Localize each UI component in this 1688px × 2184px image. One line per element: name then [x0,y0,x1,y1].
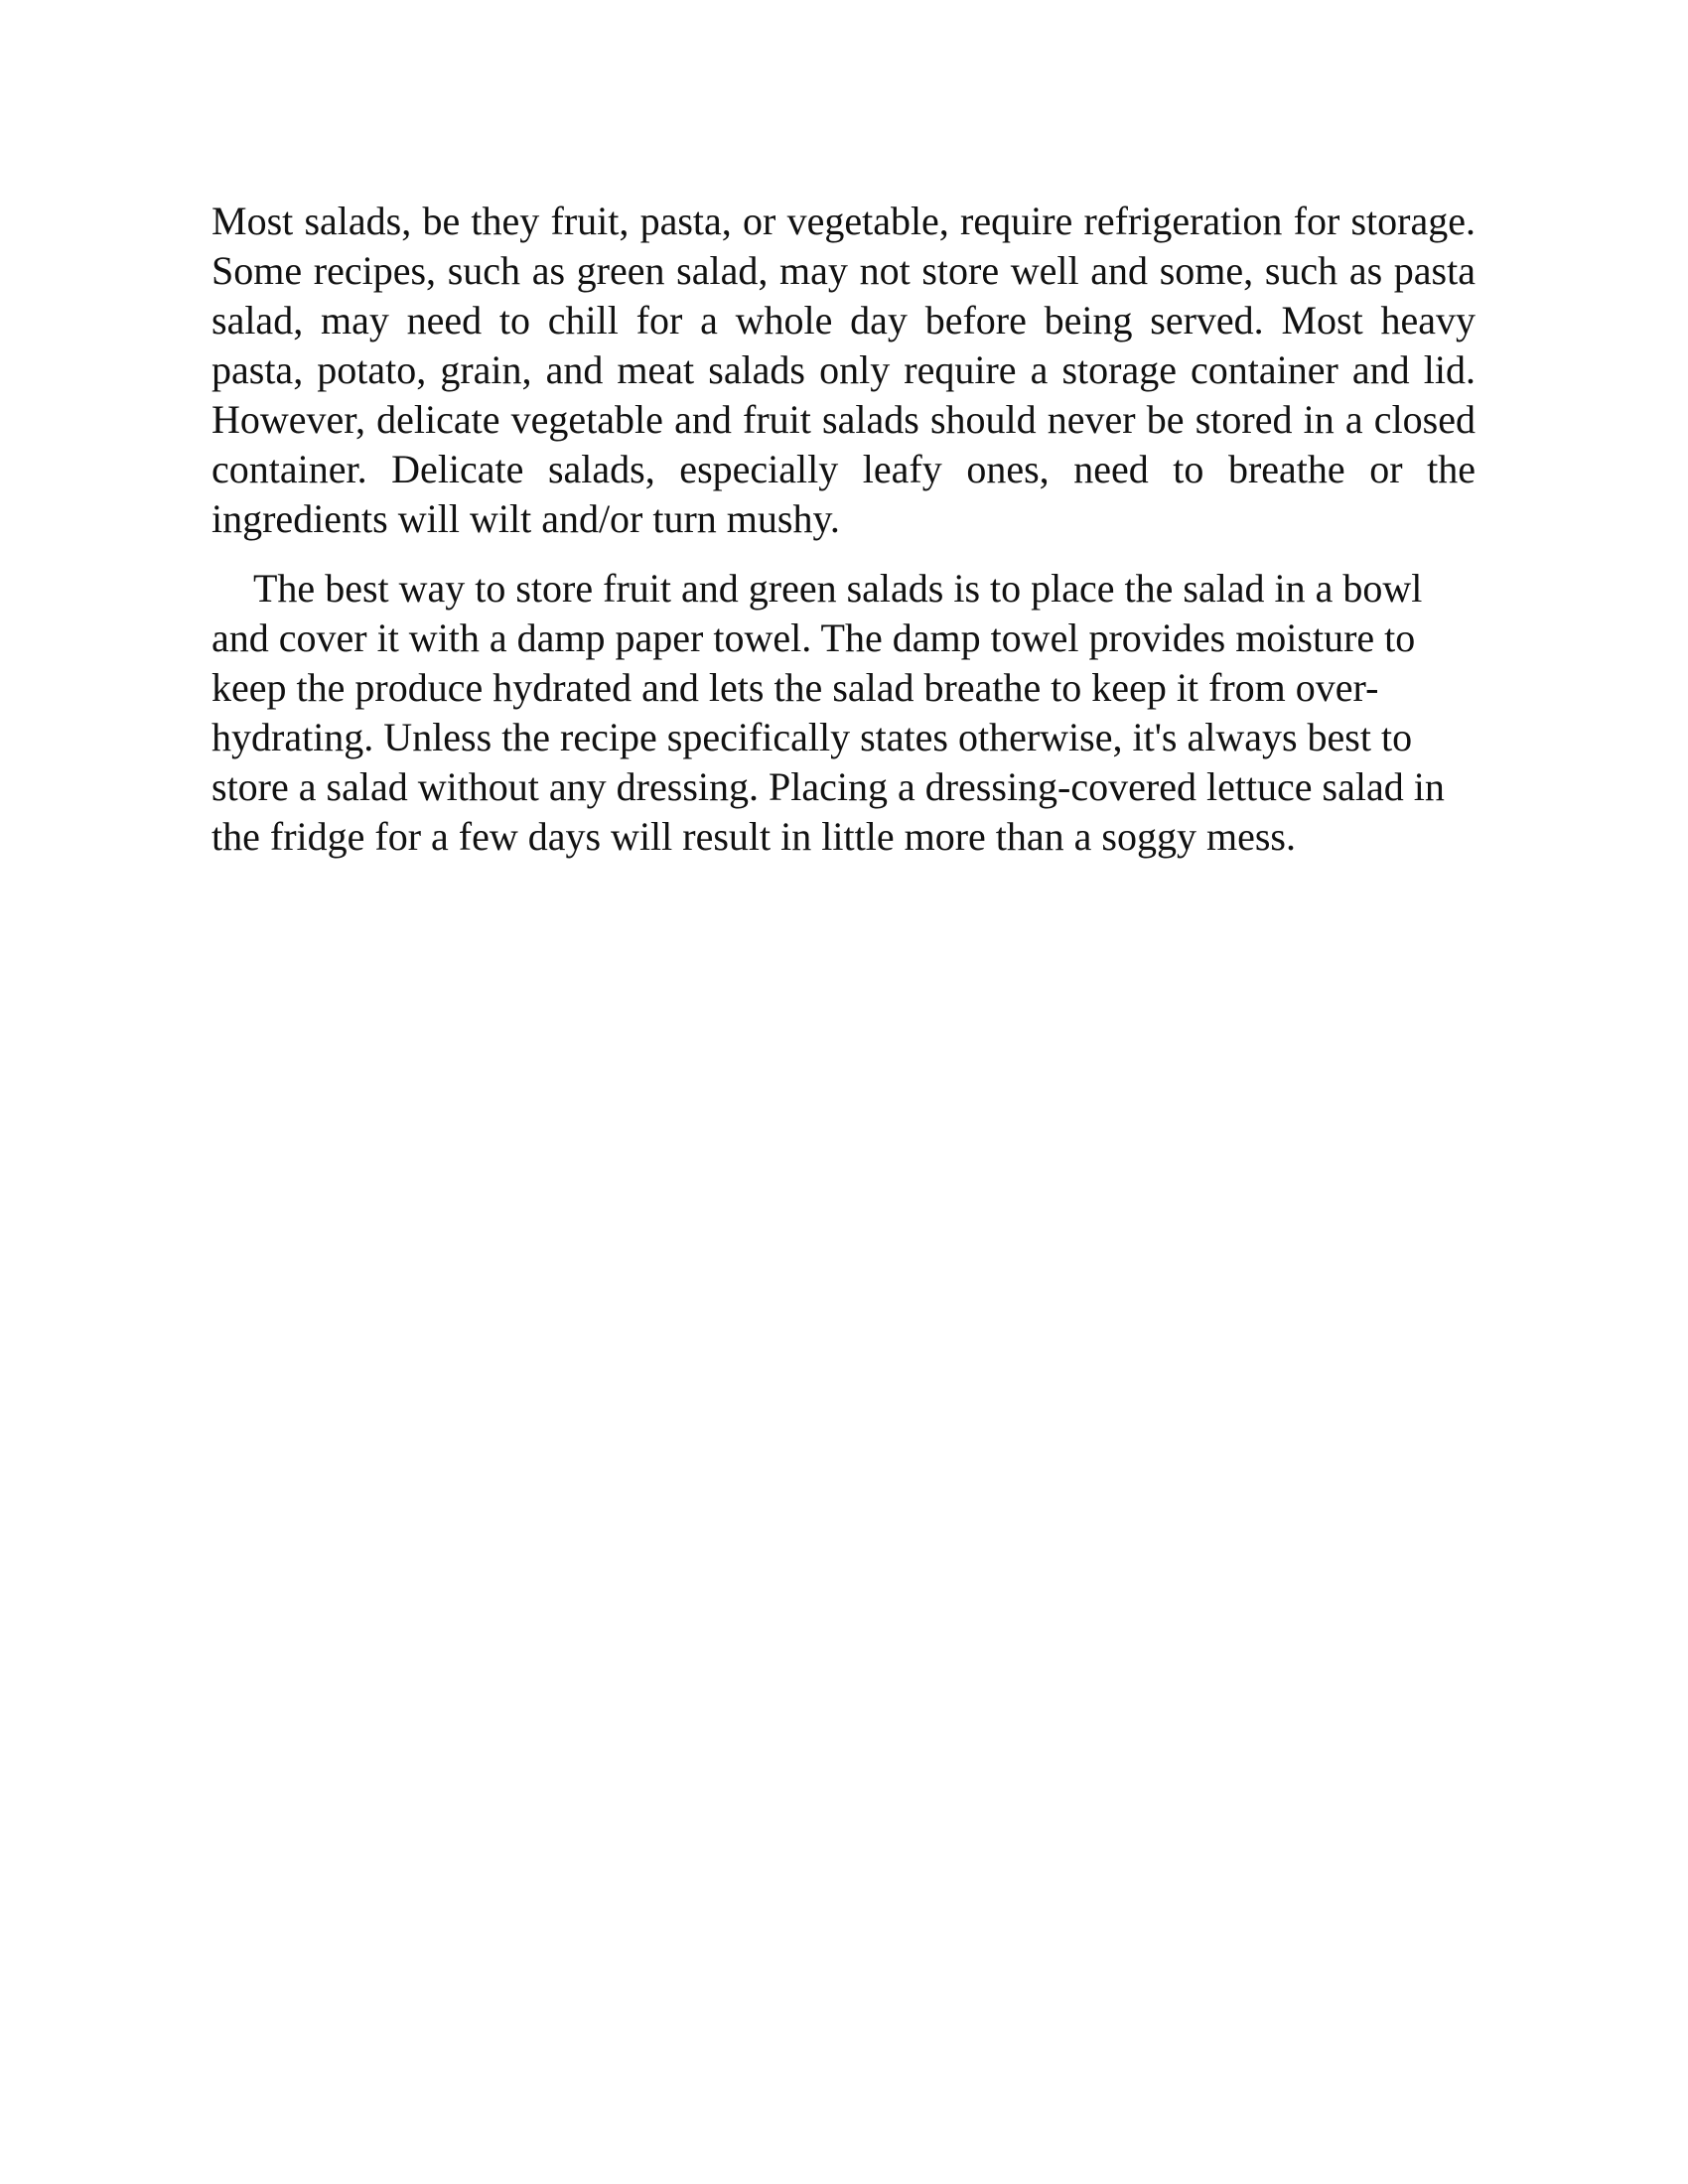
paragraph-storage-intro: Most salads, be they fruit, pasta, or vegetable, require refrigeration for storage. Some recipes, such as green salad, may not store well and some, such as pasta salad, may need to chill for a whole day before being served. Most heavy pasta, potato, grain, and meat salads only require a storage container and lid. However, delicate vegetable and fruit salads should never be stored in a closed container. Delicate salads, especially leafy ones, need to breathe or the ingredients will wilt and/or turn mushy. [211,199,1476,541]
body-text [211,197,1476,862]
paragraph-storage-method: The best way to store fruit and green salads is to place the salad in a bowl and cover it with a damp paper towel. The damp towel provides moisture to keep the produce hydrated and lets the salad breathe to keep it from over-hydrating. Unless the recipe specifically states otherwise, it's always best to store a salad without any dressing. Placing a dressing-covered lettuce salad in the fridge for a few days will result in little more than a soggy mess. [211,566,1445,859]
